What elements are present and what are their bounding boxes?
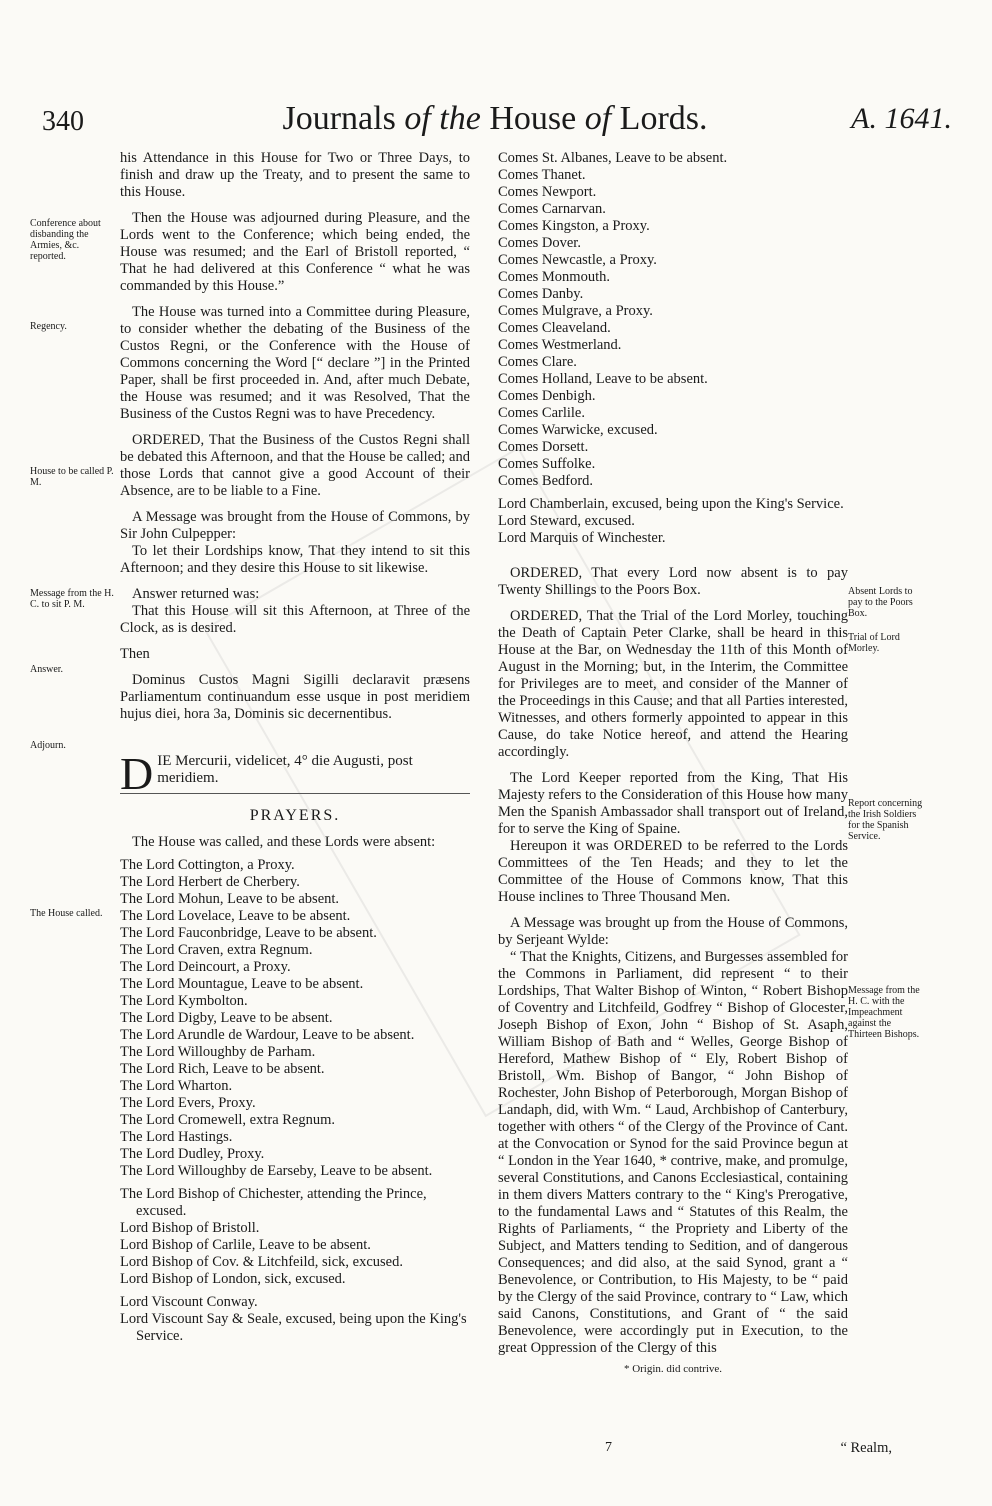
margin-note-house-called-2: The House called. (30, 908, 103, 919)
margin-note-message: Message from the H. C. to sit P. M. (30, 588, 114, 610)
list-item: Comes Clare. (498, 354, 577, 370)
right-column (498, 150, 848, 1378)
list-item: Comes Newport. (498, 184, 597, 200)
margin-note-house-called: House to be called P. M. (30, 466, 114, 488)
margin-note-answer: Answer. (30, 664, 64, 675)
drop-cap: D (120, 748, 154, 799)
list-item: Comes Suffolke. (498, 456, 596, 472)
list-item: The Lord Arundle de Wardour, Leave to be absent. (120, 1027, 415, 1043)
list-item: Comes St. Albanes, Leave to be absent. (498, 150, 728, 166)
paragraph: Then (120, 646, 150, 662)
list-item: The Lord Cromewell, extra Regnum. (120, 1112, 336, 1128)
paragraph: The Lord Keeper reported from the King, That His Majesty refers to the Consideration of this House how many Men the Spanish Ambassador shall transport out of Ireland, for to serve the King of Spaine. (498, 770, 848, 837)
section-divider (120, 793, 470, 794)
margin-note-regency: Regency. (30, 321, 67, 332)
list-item: Comes Dorsett. (498, 439, 589, 455)
viscounts-list (120, 1294, 470, 1345)
list-item: The Lord Cottington, a Proxy. (120, 857, 295, 873)
list-item: Comes Kingston, a Proxy. (498, 218, 650, 234)
list-item: The Lord Fauconbridge, Leave to be absent. (120, 925, 377, 941)
lords-list (120, 857, 470, 1180)
margin-note-conference: Conference about disbanding the Armies, &c. reported. (30, 218, 101, 262)
bishops-list (120, 1186, 470, 1288)
list-item: The Lord Lovelace, Leave to be absent. (120, 908, 351, 924)
paragraph: A Message was brought up from the House of Commons, by Serjeant Wylde: (498, 915, 848, 948)
signature-mark: 7 (605, 1440, 612, 1455)
list-item: Lord Bishop of Bristoll. (120, 1220, 260, 1236)
list-item: Lord Viscount Conway. (120, 1294, 258, 1310)
list-item: The Lord Bishop of Chichester, attending the Prince, excused. (120, 1186, 427, 1219)
list-item: Lord Chamberlain, excused, being upon the King's Service. (498, 496, 844, 512)
footnote: * Origin. did contrive. (623, 1363, 723, 1375)
list-item: Comes Westmerland. (498, 337, 622, 353)
paragraph: ORDERED, That the Business of the Custos Regni shall be debated this Afternoon, and that the House be called; and those Lords that cannot give a good Account of their Absence, are to be liable to a Fine. (120, 432, 470, 499)
paragraph: Then the House was adjourned during Pleasure, and the Lords went to the Conference; which being ended, the House was resumed; and the Earl of Bristoll reported, “ That he had delivered at this Conference “ what he was commanded by this House.” (120, 210, 470, 294)
paragraph: That this House will sit this Afternoon, at Three of the Clock, as is desired. (120, 603, 470, 636)
page-number: 340 (42, 106, 84, 137)
list-item: The Lord Herbert de Cherbery. (120, 874, 300, 890)
day-heading: D IE Mercurii, videlicet, 4° die Augusti, post meridiem. (120, 748, 413, 799)
paragraph: A Message was brought from the House of Commons, by Sir John Culpepper: (120, 509, 470, 542)
list-item: Comes Bedford. (498, 473, 594, 489)
paragraph: Dominus Custos Magni Sigilli declaravit præsens Parliamentum continuandum esse usque in post meridiem hujus diei, hora 3a, Dominis sic decernentibus. (120, 672, 470, 722)
paragraph: ORDERED, That the Trial of the Lord Morley, touching the Death of Captain Peter Clarke, shall be heard in this House at the Bar, on Wednesday the 11th of this Month of August in the Morning; but, in the Interim, the Committee for Privileges are to meet, and consider of the Manner of the Proceedings in this Cause; and that all Parties interested, Witnesses, and others formerly appointed to appear in this Cause, do take Notice hereof, and attend the Hearing accordingly. (498, 608, 848, 760)
list-item: The Lord Craven, extra Regnum. (120, 942, 313, 958)
list-item: The Lord Kymbolton. (120, 993, 248, 1009)
list-item: Lord Bishop of London, sick, excused. (120, 1271, 346, 1287)
margin-note-message-2: Message from the H. C. with the Impeachment against the Thirteen Bishops. (848, 985, 920, 1040)
list-item: The Lord Hastings. (120, 1129, 233, 1145)
paragraph: The House was turned into a Committee during Pleasure, to consider whether the debating of the Business of the Custos Regni, or the Conference with the House of Commons concerning the Word [“ declare ”] in the Printed Paper, shall be first proceeded in. And, after much Debate, the House was resumed; and it was Resolved, That the Business of the Custos Regni was to have Precedency. (120, 304, 470, 422)
list-item: The Lord Mohun, Leave to be absent. (120, 891, 340, 907)
paragraph: To let their Lordships know, That they intend to sit this Afternoon; and they desire this House to sit likewise. (120, 543, 470, 576)
list-item: Comes Monmouth. (498, 269, 610, 285)
list-item: Lord Bishop of Cov. & Litchfeild, sick, excused. (120, 1254, 403, 1270)
paragraph: Answer returned was: (132, 586, 260, 602)
list-item: Comes Mulgrave, a Proxy. (498, 303, 653, 319)
list-item: Lord Steward, excused. (498, 513, 635, 529)
margin-note-trial: Trial of Lord Morley. (848, 632, 900, 654)
list-item: The Lord Deincourt, a Proxy. (120, 959, 291, 975)
catchword: “ Realm, (840, 1440, 892, 1456)
list-item: The Lord Willoughby de Parham. (120, 1044, 316, 1060)
page-header (30, 100, 960, 144)
left-column (120, 150, 470, 1345)
officers-list (498, 496, 848, 547)
list-item: Comes Holland, Leave to be absent. (498, 371, 708, 387)
list-item: Lord Bishop of Carlile, Leave to be absent. (120, 1237, 371, 1253)
list-item: Comes Newcastle, a Proxy. (498, 252, 657, 268)
prayers-heading: PRAYERS. (249, 807, 341, 824)
paragraph: ORDERED, That every Lord now absent is to pay Twenty Shillings to the Poors Box. (498, 565, 848, 598)
margin-note-report: Report concerning the Irish Soldiers for the Spanish Service. (848, 798, 923, 842)
year: A. 1641. (851, 102, 952, 135)
margin-note-adjourn: Adjourn. (30, 740, 66, 751)
journal-title: Journals of the House of Lords. (282, 100, 708, 137)
list-item: Comes Thanet. (498, 167, 586, 183)
list-item: Comes Carnarvan. (498, 201, 606, 217)
list-item: Comes Warwicke, excused. (498, 422, 658, 438)
margin-note-absent-lords: Absent Lords to pay to the Poors Box. (848, 586, 913, 619)
list-item: The Lord Evers, Proxy. (120, 1095, 256, 1111)
list-item: Comes Cleaveland. (498, 320, 611, 336)
list-item: Lord Marquis of Winchester. (498, 530, 666, 546)
paragraph: The House was called, and these Lords were absent: (132, 834, 436, 850)
list-item: Comes Denbigh. (498, 388, 596, 404)
earls-list (498, 150, 848, 490)
list-item: Comes Danby. (498, 286, 584, 302)
list-item: The Lord Willoughby de Earseby, Leave to be absent. (120, 1163, 433, 1179)
list-item: The Lord Digby, Leave to be absent. (120, 1010, 333, 1026)
list-item: Comes Dover. (498, 235, 581, 251)
list-item: The Lord Wharton. (120, 1078, 233, 1094)
paragraph: his Attendance in this House for Two or Three Days, to finish and draw up the Treaty, and to present the same to this House. (120, 150, 470, 200)
paragraph: Hereupon it was ORDERED to be referred to the Lords Committees of the Ten Heads; and they to let the Committee of the House of Commons know, That this House inclines to Three Thousand Men. (498, 838, 848, 905)
list-item: Lord Viscount Say & Seale, excused, being upon the King's Service. (120, 1311, 467, 1344)
list-item: The Lord Dudley, Proxy. (120, 1146, 265, 1162)
paragraph: “ That the Knights, Citizens, and Burgesses assembled for the Commons in Parliament, did represent “ to their Lordships, That Walter Bishop of Winton, “ Robert Bishop of Coventry and Litchfeild, Godfrey “ Bishop of Glocester, Joseph Bishop of Exon, John “ Bishop of St. Asaph, William Bishop of Bath and “ Welles, George Bishop of Hereford, Mathew Bishop of “ Ely, Robert Bishop of Bristoll, Wm. Bishop of Bangor, “ John Bishop of Rochester, John Bishop of Peterborough, Morgan Bishop of Landaph, did, with Wm. “ Laud, Archbishop of Canterbury, together with others “ of the Clergy of the Province of Cant. at the Convocation or Synod for the said Province begun at “ London in the Year 1640, * contrive, make, and promulge, several Constitutions, and Canons Ecclesiastical, containing in them divers Matters contrary to the “ King's Prerogative, to the fundamental Laws and “ Statutes of this Realm, the Rights of Parliaments, “ the Propriety and Liberty of the Subject, and Matters tending to Sedition, and of dangerous Consequences; and did also, at the said Synod, grant a “ Benevolence, or Contribution, to His Majesty, to be “ paid by the Clergy of the said Province, contrary to “ Law, which said Canons, Constitutions, and Grant of “ the said Benevolence, were accordingly put in Execution, to the great Oppression of the Clergy of this (498, 949, 848, 1356)
list-item: The Lord Rich, Leave to be absent. (120, 1061, 325, 1077)
list-item: Comes Carlile. (498, 405, 585, 421)
list-item: The Lord Mountague, Leave to be absent. (120, 976, 364, 992)
